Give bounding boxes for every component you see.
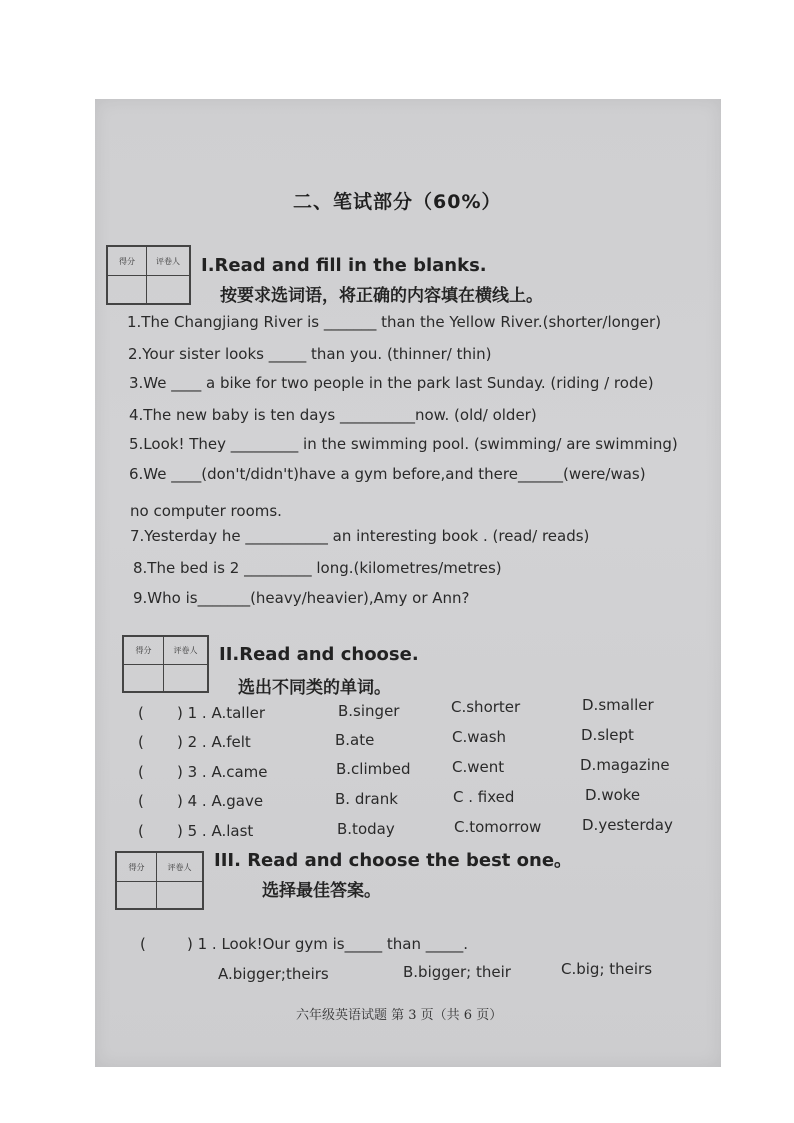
choose-row-1-c: C.shorter <box>451 698 521 716</box>
choose-row-3-d: D.magazine <box>580 756 670 774</box>
section-1-instruction: 按要求选词语，将正确的内容填在横线上。 <box>220 286 543 306</box>
choose-row-2-a: ) 2 . A.felt <box>177 733 251 751</box>
choose-row-1-d: D.smaller <box>582 696 654 714</box>
choose-row-5-paren: ( <box>138 822 144 840</box>
section-2-heading: II.Read and choose. <box>219 644 419 665</box>
fill-item-9: 9.Who is_______(heavy/heavier),Amy or Ann? <box>133 589 470 607</box>
choose-row-2-b: B.ate <box>335 731 375 749</box>
section-3-heading: III. Read and choose the best one。 <box>214 850 573 871</box>
grader-cell <box>156 881 203 909</box>
mc-q1-paren: ( <box>140 935 146 953</box>
mc-q1-option-b: B.bigger; their <box>403 963 511 981</box>
score-label: 得分 <box>116 852 157 882</box>
choose-row-4-d: D.woke <box>585 786 641 804</box>
fill-item-4: 4.The new baby is ten days __________now. (old/ older) <box>129 406 537 424</box>
choose-row-5-a: ) 5 . A.last <box>177 822 254 840</box>
fill-item-2: 2.Your sister looks _____ than you. (thinner/ thin) <box>128 345 492 363</box>
fill-item-1: 1.The Changjiang River is _______ than the Yellow River.(shorter/longer) <box>127 313 662 331</box>
page-title: 二、笔试部分（60%） <box>293 191 502 213</box>
section-1-heading: I.Read and fill in the blanks. <box>201 255 487 276</box>
grader-cell <box>146 275 190 304</box>
fill-item-8: 8.The bed is 2 _________ long.(kilometres/metres) <box>133 559 502 577</box>
grader-label: 评卷人 <box>146 246 190 276</box>
section-2-instruction: 选出不同类的单词。 <box>238 678 391 698</box>
score-box-section-2 <box>122 635 209 693</box>
score-cell <box>107 275 147 304</box>
page-footer: 六年级英语试题 第 3 页（共 6 页） <box>296 1008 503 1023</box>
mc-q1-stem: ) 1 . Look!Our gym is_____ than _____. <box>187 935 469 953</box>
grader-label: 评卷人 <box>156 852 203 882</box>
choose-row-3-b: B.climbed <box>336 760 411 778</box>
fill-item-3: 3.We ____ a bike for two people in the park last Sunday. (riding / rode) <box>129 374 654 392</box>
fill-item-7: 7.Yesterday he ___________ an interesting book . (read/ reads) <box>130 527 590 545</box>
score-cell <box>123 664 164 692</box>
choose-row-5-b: B.today <box>337 820 395 838</box>
score-cell <box>116 881 157 909</box>
choose-row-1-b: B.singer <box>338 702 400 720</box>
choose-row-2-paren: ( <box>138 733 144 751</box>
score-box-section-3 <box>115 851 204 910</box>
choose-row-4-c: C . fixed <box>453 788 515 806</box>
choose-row-3-paren: ( <box>138 763 144 781</box>
choose-row-2-d: D.slept <box>581 726 634 744</box>
fill-item-5: 5.Look! They _________ in the swimming pool. (swimming/ are swimming) <box>129 435 678 453</box>
score-box-section-1 <box>106 245 191 305</box>
choose-row-4-b: B. drank <box>335 790 398 808</box>
choose-row-1-paren: ( <box>138 704 144 722</box>
section-3-instruction: 选择最佳答案。 <box>262 881 381 901</box>
choose-row-5-c: C.tomorrow <box>454 818 542 836</box>
score-label: 得分 <box>107 246 147 276</box>
grader-cell <box>163 664 208 692</box>
fill-item-6: 6.We ____(don't/didn't)have a gym before,and there______(were/was) <box>129 465 646 483</box>
choose-row-3-a: ) 3 . A.came <box>177 763 268 781</box>
fill-item-6-cont: no computer rooms. <box>130 502 282 520</box>
choose-row-1-a: ) 1 . A.taller <box>177 704 266 722</box>
choose-row-4-a: ) 4 . A.gave <box>177 792 264 810</box>
choose-row-5-d: D.yesterday <box>582 816 673 834</box>
choose-row-3-c: C.went <box>452 758 505 776</box>
mc-q1-option-c: C.big; theirs <box>561 960 653 978</box>
choose-row-4-paren: ( <box>138 792 144 810</box>
mc-q1-option-a: A.bigger;theirs <box>218 965 329 983</box>
choose-row-2-c: C.wash <box>452 728 507 746</box>
score-label: 得分 <box>123 636 164 665</box>
grader-label: 评卷人 <box>163 636 208 665</box>
